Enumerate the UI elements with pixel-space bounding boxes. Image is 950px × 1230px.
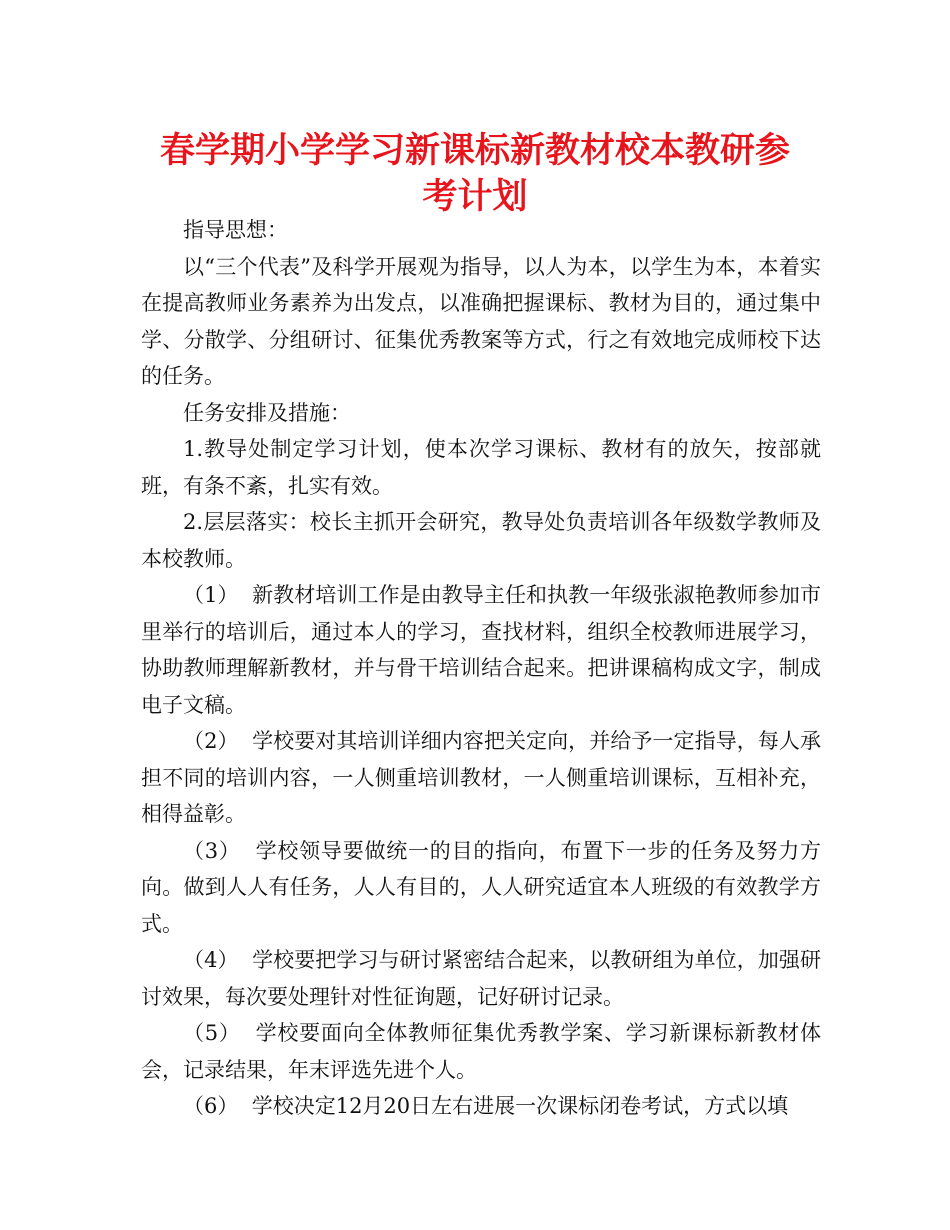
section-heading-tasks-measures: 任务安排及措施：	[183, 400, 351, 425]
document-title-line-1: 春学期小学学习新课标新教材校本教研参	[159, 131, 790, 171]
sub-item-6: （6） 学校决定12月20日左右进展一次课标闭卷考试，方式以填	[183, 1094, 789, 1118]
list-item-2: 2.层层落实：校长主抓开会研究，教导处负责培训各年级数学教师及本校教师。	[141, 510, 821, 571]
sub-item-2: （2） 学校要对其培训详细内容把关定向，并给予一定指导，每人承担不同的培训内容，一人侧重培训教材，一人侧重培训课标，互相补充，相得益彰。	[141, 729, 821, 826]
paragraph-guiding-ideology: 以“三个代表”及科学开展观为指导，以人为本，以学生为本，本着实在提高教师业务素养为出发点，以准确把握课标、教材为目的，通过集中学、分散学、分组研讨、征集优秀教案等方式，行之有效地完成师校下达的任务。	[141, 254, 821, 388]
document-body	[141, 212, 821, 1125]
list-item-1: 1.教导处制定学习计划，使本次学习课标、教材有的放矢，按部就班，有条不紊，扎实有效。	[141, 437, 821, 498]
section-heading-guiding-ideology: 指导思想：	[183, 218, 288, 242]
sub-item-4: （4） 学校要把学习与研讨紧密结合起来，以教研组为单位，加强研讨效果，每次要处理针对性征询题，记好研讨记录。	[141, 948, 821, 1009]
sub-item-3: （3） 学校领导要做统一的目的指向，布置下一步的任务及努力方向。做到人人有任务，人人有目的，人人研究适宜本人班级的有效教学方式。	[141, 838, 821, 936]
document-title-line-2: 考计划	[422, 177, 528, 217]
sub-item-1: （1） 新教材培训工作是由教导主任和执教一年级张淑艳教师参加市里举行的培训后，通过本人的学习，查找材料，组织全校教师进展学习，协助教师理解新教材，并与骨干培训结合起来。把讲课稿构成文字，制成电子文稿。	[141, 583, 821, 717]
sub-item-5: （5） 学校要面向全体教师征集优秀教学案、学习新课标新教材体会，记录结果，年末评选先进个人。	[141, 1021, 821, 1082]
